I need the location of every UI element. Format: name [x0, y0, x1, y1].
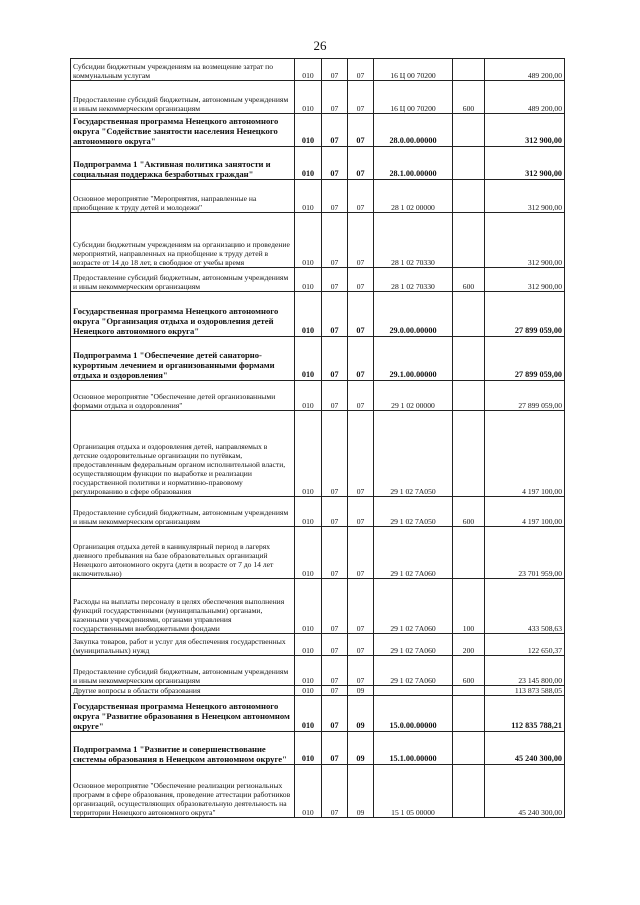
expense-type-code [453, 213, 485, 268]
budget-item-name: Подпрограмма 1 "Развитие и совершенствование системы образования в Ненецком автономном округе" [71, 732, 295, 765]
subsection-code: 07 [348, 411, 374, 497]
ministry-code: 010 [295, 337, 322, 381]
subsection-code: 07 [348, 497, 374, 527]
table-row [71, 268, 565, 292]
ministry-code: 010 [295, 147, 322, 180]
target-article-code: 29 1 02 7А050 [374, 411, 453, 497]
target-article-code: 28.0.00.00000 [374, 114, 453, 147]
section-code: 07 [322, 81, 348, 114]
expense-type-code [453, 147, 485, 180]
subsection-code: 07 [348, 381, 374, 411]
amount: 45 240 300,00 [485, 732, 565, 765]
target-article-code: 28 1 02 70330 [374, 268, 453, 292]
expense-type-code: 600 [453, 656, 485, 686]
ministry-code: 010 [295, 656, 322, 686]
subsection-code: 07 [348, 59, 374, 81]
amount: 27 899 059,00 [485, 337, 565, 381]
section-code: 07 [322, 696, 348, 732]
table-row [71, 180, 565, 213]
ministry-code: 010 [295, 579, 322, 634]
amount: 312 900,00 [485, 268, 565, 292]
expense-type-code: 600 [453, 497, 485, 527]
target-article-code: 29.1.00.00000 [374, 337, 453, 381]
budget-item-name: Расходы на выплаты персоналу в целях обеспечения выполнения функций государственными (муниципальными) органами, казенными учреждениями, органами управления государственными внебюджетными фондами [71, 579, 295, 634]
expense-type-code: 200 [453, 634, 485, 656]
table-row [71, 579, 565, 634]
table-row [71, 527, 565, 579]
table-row [71, 213, 565, 268]
amount: 23 145 800,00 [485, 656, 565, 686]
expense-type-code [453, 732, 485, 765]
expense-type-code [453, 292, 485, 337]
amount: 312 900,00 [485, 147, 565, 180]
subsection-code: 07 [348, 114, 374, 147]
table-row [71, 686, 565, 696]
ministry-code: 010 [295, 59, 322, 81]
section-code: 07 [322, 579, 348, 634]
target-article-code: 28 1 02 70330 [374, 213, 453, 268]
amount: 23 701 959,00 [485, 527, 565, 579]
ministry-code: 010 [295, 180, 322, 213]
budget-item-name: Предоставление субсидий бюджетным, автономным учреждениям и иным некоммерческим организациям [71, 656, 295, 686]
ministry-code: 010 [295, 732, 322, 765]
ministry-code: 010 [295, 81, 322, 114]
ministry-code: 010 [295, 686, 322, 696]
table-row [71, 656, 565, 686]
budget-item-name: Государственная программа Ненецкого автономного округа "Содействие занятости населения Ненецкого автономного округа" [71, 114, 295, 147]
target-article-code: 16 Ц 00 70200 [374, 59, 453, 81]
section-code: 07 [322, 497, 348, 527]
expense-type-code [453, 381, 485, 411]
amount: 27 899 059,00 [485, 381, 565, 411]
target-article-code: 15 1 05 00000 [374, 765, 453, 818]
target-article-code: 16 Ц 00 70200 [374, 81, 453, 114]
section-code: 07 [322, 268, 348, 292]
target-article-code: 29 1 02 7А050 [374, 497, 453, 527]
section-code: 07 [322, 180, 348, 213]
section-code: 07 [322, 381, 348, 411]
expense-type-code: 600 [453, 81, 485, 114]
amount: 312 900,00 [485, 180, 565, 213]
table-row [71, 381, 565, 411]
section-code: 07 [322, 656, 348, 686]
target-article-code: 29 1 02 7А060 [374, 656, 453, 686]
table-row [71, 732, 565, 765]
ministry-code: 010 [295, 114, 322, 147]
ministry-code: 010 [295, 213, 322, 268]
section-code: 07 [322, 213, 348, 268]
ministry-code: 010 [295, 411, 322, 497]
table-row [71, 337, 565, 381]
page-number: 26 [313, 38, 327, 53]
budget-item-name: Подпрограмма 1 "Обеспечение детей санаторно-курортным лечением и организованными формами отдыха и оздоровления" [71, 337, 295, 381]
amount: 27 899 059,00 [485, 292, 565, 337]
ministry-code: 010 [295, 497, 322, 527]
target-article-code: 15.0.00.00000 [374, 696, 453, 732]
section-code: 07 [322, 686, 348, 696]
expense-type-code: 100 [453, 579, 485, 634]
ministry-code: 010 [295, 696, 322, 732]
expense-type-code [453, 686, 485, 696]
subsection-code: 07 [348, 634, 374, 656]
expense-type-code [453, 411, 485, 497]
subsection-code: 07 [348, 81, 374, 114]
budget-item-name: Организация отдыха детей в каникулярный период в лагерях дневного пребывания на базе образовательных организаций Ненецкого автономного округа (дети в возрасте от 7 до 14 лет включительно) [71, 527, 295, 579]
budget-item-name: Основное мероприятие "Мероприятия, направленные на приобщение к труду детей и молодежи" [71, 180, 295, 213]
table-row [71, 765, 565, 818]
subsection-code: 07 [348, 147, 374, 180]
amount: 433 508,63 [485, 579, 565, 634]
budget-item-name: Субсидии бюджетным учреждениям на возмещение затрат по коммунальным услугам [71, 59, 295, 81]
subsection-code: 09 [348, 732, 374, 765]
subsection-code: 07 [348, 180, 374, 213]
target-article-code: 15.1.00.00000 [374, 732, 453, 765]
budget-item-name: Другие вопросы в области образования [71, 686, 295, 696]
section-code: 07 [322, 114, 348, 147]
budget-item-name: Основное мероприятие "Обеспечение детей организованными формами отдыха и оздоровления" [71, 381, 295, 411]
section-code: 07 [322, 147, 348, 180]
amount: 113 873 588,05 [485, 686, 565, 696]
subsection-code: 09 [348, 686, 374, 696]
amount: 45 240 300,00 [485, 765, 565, 818]
table-row [71, 634, 565, 656]
budget-item-name: Основное мероприятие "Обеспечение реализации региональных программ в сфере образования, проведение аттестации работников организаций, осуществляющих образовательную деятельность на территории Ненецкого автономного округа" [71, 765, 295, 818]
table-row [71, 292, 565, 337]
budget-item-name: Государственная программа Ненецкого автономного округа "Организация отдыха и оздоровления детей Ненецкого автономного округа" [71, 292, 295, 337]
section-code: 07 [322, 527, 348, 579]
expense-type-code [453, 527, 485, 579]
section-code: 07 [322, 765, 348, 818]
expense-type-code [453, 765, 485, 818]
target-article-code: 29.0.00.00000 [374, 292, 453, 337]
table-row [71, 114, 565, 147]
target-article-code: 29 1 02 00000 [374, 381, 453, 411]
subsection-code: 07 [348, 337, 374, 381]
expense-type-code [453, 114, 485, 147]
section-code: 07 [322, 337, 348, 381]
subsection-code: 07 [348, 656, 374, 686]
budget-item-name: Государственная программа Ненецкого автономного округа "Развитие образования в Ненецком автономном округе" [71, 696, 295, 732]
expense-type-code [453, 337, 485, 381]
table-row [71, 411, 565, 497]
subsection-code: 09 [348, 696, 374, 732]
ministry-code: 010 [295, 527, 322, 579]
subsection-code: 07 [348, 579, 374, 634]
budget-item-name: Предоставление субсидий бюджетным, автономным учреждениям и иным некоммерческим организациям [71, 268, 295, 292]
table-row [71, 696, 565, 732]
ministry-code: 010 [295, 765, 322, 818]
subsection-code: 09 [348, 765, 374, 818]
section-code: 07 [322, 411, 348, 497]
subsection-code: 07 [348, 268, 374, 292]
section-code: 07 [322, 292, 348, 337]
budget-table [70, 58, 565, 818]
table-row [71, 497, 565, 527]
expense-type-code [453, 696, 485, 732]
budget-item-name: Подпрограмма 1 "Активная политика занятости и социальная поддержка безработных граждан" [71, 147, 295, 180]
amount: 489 200,00 [485, 59, 565, 81]
target-article-code: 29 1 02 7А060 [374, 579, 453, 634]
target-article-code [374, 686, 453, 696]
amount: 312 900,00 [485, 114, 565, 147]
ministry-code: 010 [295, 268, 322, 292]
subsection-code: 07 [348, 213, 374, 268]
amount: 122 650,37 [485, 634, 565, 656]
expense-type-code: 600 [453, 268, 485, 292]
expense-type-code [453, 59, 485, 81]
budget-item-name: Предоставление субсидий бюджетным, автономным учреждениям и иным некоммерческим организациям [71, 81, 295, 114]
budget-item-name: Субсидии бюджетным учреждениям на организацию и проведение мероприятий, направленных на приобщение к труду детей в возрасте от 14 до 18 лет, в свободное от учебы время [71, 213, 295, 268]
table-row [71, 147, 565, 180]
section-code: 07 [322, 59, 348, 81]
amount: 4 197 100,00 [485, 411, 565, 497]
target-article-code: 28.1.00.00000 [374, 147, 453, 180]
budget-item-name: Предоставление субсидий бюджетным, автономным учреждениям и иным некоммерческим организациям [71, 497, 295, 527]
expense-type-code [453, 180, 485, 213]
section-code: 07 [322, 732, 348, 765]
subsection-code: 07 [348, 292, 374, 337]
budget-item-name: Закупка товаров, работ и услуг для обеспечения государственных (муниципальных) нужд [71, 634, 295, 656]
amount: 489 200,00 [485, 81, 565, 114]
target-article-code: 29 1 02 7А060 [374, 634, 453, 656]
amount: 312 900,00 [485, 213, 565, 268]
target-article-code: 29 1 02 7А060 [374, 527, 453, 579]
amount: 4 197 100,00 [485, 497, 565, 527]
section-code: 07 [322, 634, 348, 656]
target-article-code: 28 1 02 00000 [374, 180, 453, 213]
amount: 112 835 788,21 [485, 696, 565, 732]
table-row [71, 59, 565, 81]
ministry-code: 010 [295, 381, 322, 411]
ministry-code: 010 [295, 634, 322, 656]
subsection-code: 07 [348, 527, 374, 579]
table-row [71, 81, 565, 114]
ministry-code: 010 [295, 292, 322, 337]
budget-item-name: Организация отдыха и оздоровления детей, направляемых в детские оздоровительные организации по путёвкам, предоставленным федеральным органом исполнительной власти, осуществляющим функции по выработке и реализации государственной политики и нормативно-правовому регулированию в сфере образования [71, 411, 295, 497]
